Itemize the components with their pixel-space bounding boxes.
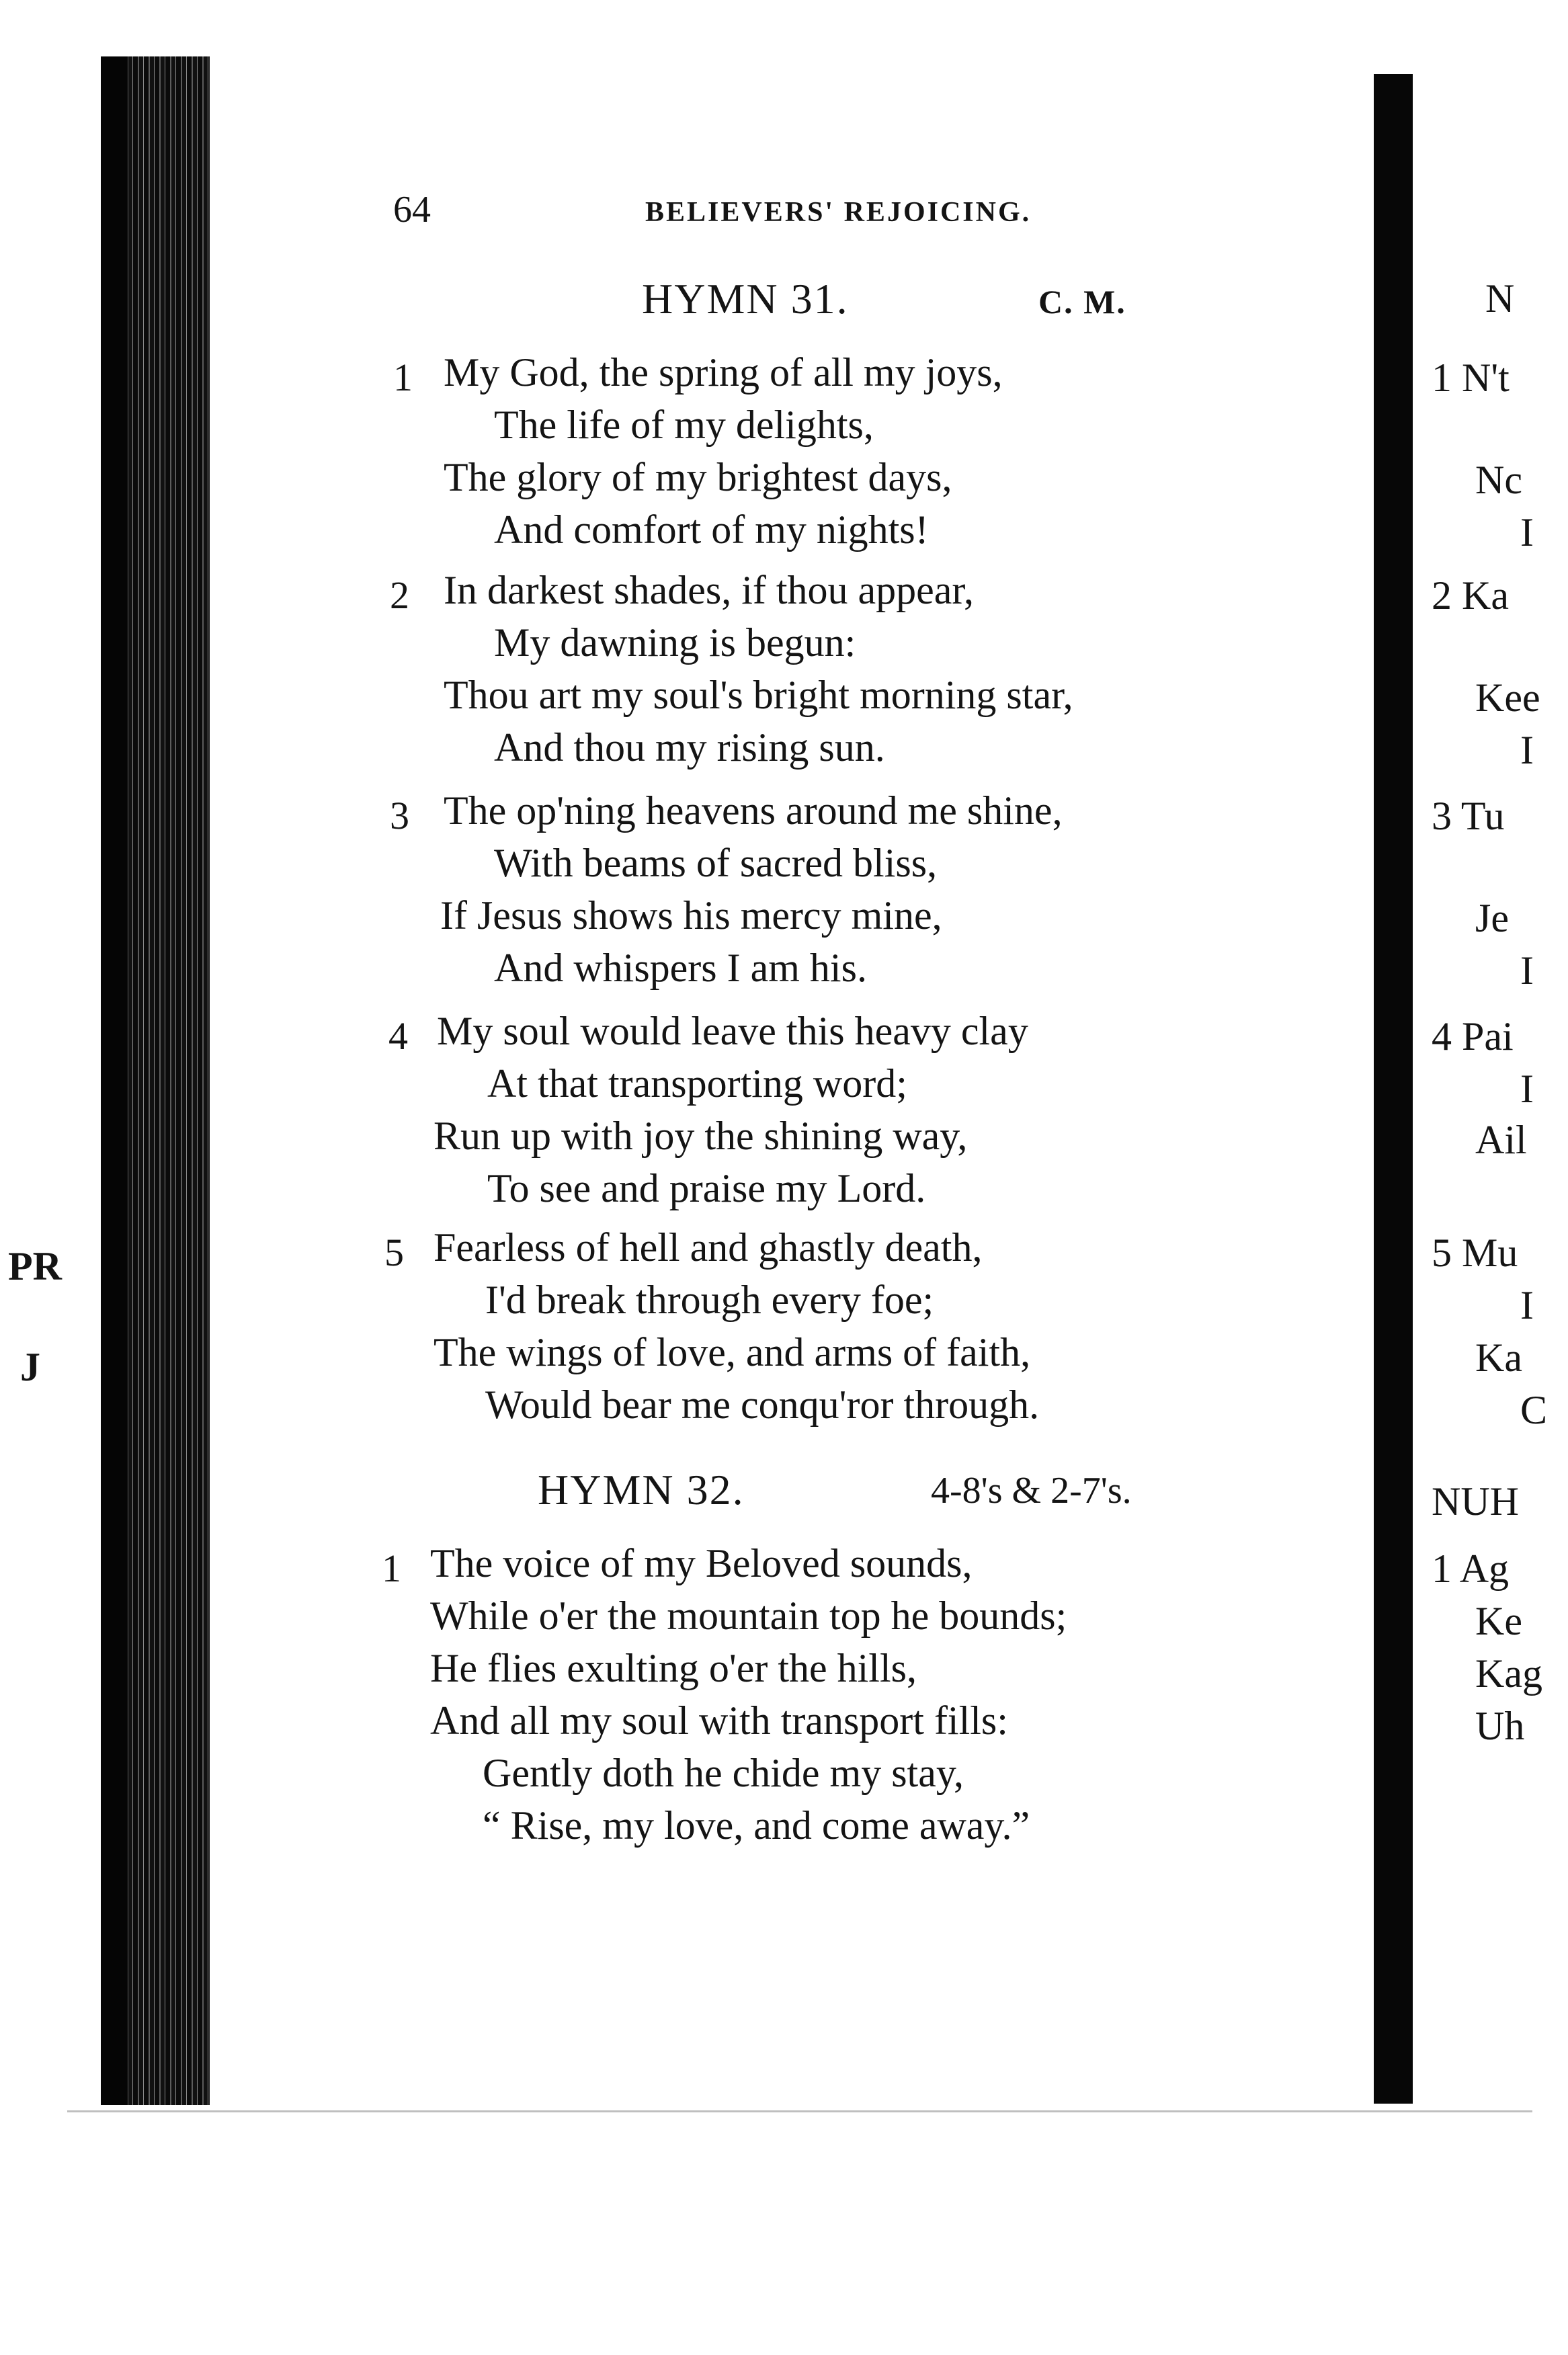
verse-line: Run up with joy the shining way,: [434, 1114, 968, 1158]
verse-line: The glory of my brightest days,: [444, 455, 952, 499]
verse-line: To see and praise my Lord.: [487, 1166, 926, 1210]
book-binding-left: [101, 56, 210, 2105]
verse-line: And comfort of my nights!: [494, 507, 929, 552]
facing-page-fragment: 1 N't: [1432, 356, 1510, 400]
verse-line: I'd break through every foe;: [485, 1278, 934, 1322]
facing-page-fragment: I: [1520, 510, 1534, 554]
verse-line: While o'er the mountain top he bounds;: [430, 1594, 1067, 1638]
hymn-title: HYMN 32.: [538, 1466, 745, 1514]
verse-line: Gently doth he chide my stay,: [483, 1751, 964, 1795]
facing-page-fragment: Nc: [1475, 458, 1522, 502]
verse-number: 4: [388, 1014, 408, 1058]
facing-page-fragment: I: [1520, 948, 1534, 993]
verse-line: And thou my rising sun.: [494, 725, 885, 770]
verse-line: And all my soul with transport fills:: [430, 1698, 1008, 1743]
facing-page-fragment: 1 Ag: [1432, 1546, 1510, 1591]
verse-number: 5: [384, 1231, 404, 1274]
facing-page-fragment: I: [1520, 1283, 1534, 1327]
facing-page-fragment: I: [1520, 728, 1534, 772]
verse-line: Fearless of hell and ghastly death,: [434, 1225, 983, 1270]
verse-line: At that transporting word;: [487, 1061, 907, 1106]
verse-number: 1: [393, 356, 413, 399]
facing-page-fragment: Kee: [1475, 675, 1540, 720]
running-head: BELIEVERS' REJOICING.: [645, 197, 1032, 228]
facing-page-fragment: I: [1520, 1067, 1534, 1111]
verse-line: Thou art my soul's bright morning star,: [444, 673, 1073, 717]
verse-line: My soul would leave this heavy clay: [437, 1009, 1028, 1053]
left-margin-fragment: PR: [8, 1244, 62, 1288]
facing-page-fragment: Je: [1475, 896, 1509, 940]
facing-page-fragment: 3 Tu: [1432, 794, 1505, 838]
verse-line: Would bear me conqu'ror through.: [485, 1382, 1040, 1427]
verse-line: If Jesus shows his mercy mine,: [440, 893, 942, 938]
left-margin-fragment: J: [20, 1345, 40, 1389]
facing-page-fragment: Ka: [1475, 1335, 1522, 1380]
facing-page-fragment: Kag: [1475, 1651, 1542, 1696]
verse-line: In darkest shades, if thou appear,: [444, 568, 974, 612]
verse-number: 2: [390, 573, 409, 617]
verse-line: And whispers I am his.: [494, 946, 867, 990]
verse-line: With beams of sacred bliss,: [494, 841, 938, 885]
book-binding-right: [1374, 74, 1413, 2104]
hymn-meter: C. M.: [1038, 283, 1126, 321]
facing-page-fragment: Ail: [1475, 1118, 1527, 1162]
facing-page-fragment: NUH: [1432, 1479, 1519, 1524]
verse-line: “ Rise, my love, and come away.”: [483, 1803, 1030, 1848]
verse-line: He flies exulting o'er the hills,: [430, 1646, 917, 1690]
page-bottom-edge: [67, 2110, 1532, 2112]
facing-page-fragment: C: [1520, 1388, 1548, 1432]
verse-line: My dawning is begun:: [494, 620, 856, 665]
facing-page-fragment: Ke: [1475, 1599, 1522, 1643]
verse-number: 1: [382, 1546, 401, 1590]
facing-page-fragment: N: [1485, 276, 1515, 321]
verse-line: The life of my delights,: [494, 403, 874, 447]
hymn-meter: 4-8's & 2-7's.: [931, 1470, 1132, 1512]
hymn-title: HYMN 31.: [642, 275, 849, 323]
facing-page-fragment: 4 Pai: [1432, 1014, 1514, 1059]
facing-page-fragment: 2 Ka: [1432, 573, 1509, 618]
page-number: 64: [393, 189, 431, 231]
facing-page-fragment: Uh: [1475, 1704, 1525, 1748]
verse-line: The op'ning heavens around me shine,: [444, 788, 1063, 833]
verse-line: The voice of my Beloved sounds,: [430, 1541, 973, 1585]
verse-number: 3: [390, 794, 409, 837]
verse-line: My God, the spring of all my joys,: [444, 350, 1003, 395]
verse-line: The wings of love, and arms of faith,: [434, 1330, 1031, 1374]
facing-page-fragment: 5 Mu: [1432, 1231, 1518, 1275]
